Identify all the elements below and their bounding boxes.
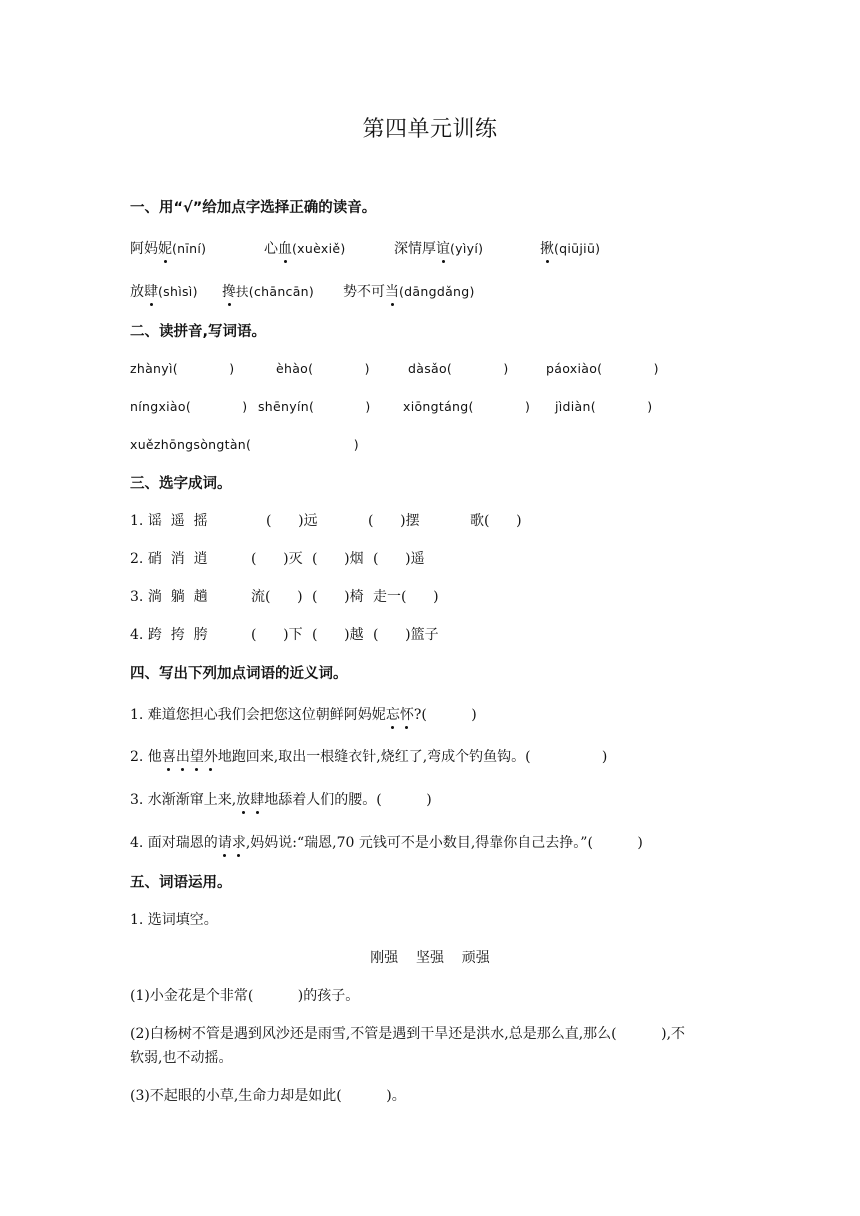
- s1-item-3: 深情厚谊(yìyí): [394, 241, 484, 257]
- s4-question-2: 2. 他喜出望外地跑回来,取出一根缝衣针,烧红了,弯成个钓鱼钩。( ): [130, 749, 608, 765]
- s2-blank-4: páoxiào( ): [546, 361, 659, 376]
- s2-blank-6: shēnyín( ): [258, 399, 371, 414]
- s3-row-4-a: ( )下: [251, 627, 303, 643]
- section-3-heading: 三、选字成词。: [130, 476, 232, 492]
- section-4-heading: 四、写出下列加点词语的近义词。: [130, 666, 348, 682]
- s3-row-2: 2. 硝 消 逍: [130, 551, 208, 567]
- s3-row-1-c: 歌( ): [470, 513, 522, 529]
- s2-blank-8: jìdiàn( ): [555, 399, 653, 414]
- s2-blank-1: zhànyì( ): [130, 361, 235, 376]
- s2-blank-5: níngxiào( ): [130, 399, 248, 414]
- s5-sub-heading: 1. 选词填空。: [130, 912, 218, 928]
- s1-item-7: 势不可当(dāngdǎng): [343, 284, 475, 300]
- s2-blank-7: xiōngtáng( ): [403, 399, 531, 414]
- s3-row-2-c: ( )遥: [373, 551, 425, 567]
- section-1-heading: 一、用“√”给加点字选择正确的读音。: [130, 200, 377, 216]
- s3-row-2-b: ( )烟: [312, 551, 364, 567]
- section-2-heading: 二、读拼音,写词语。: [130, 324, 267, 340]
- s5-question-2-line-2: 软弱,也不动摇。: [130, 1050, 233, 1066]
- s1-item-2: 心血(xuèxiě): [264, 241, 346, 257]
- s3-row-2-a: ( )灭: [251, 551, 303, 567]
- s2-blank-9: xuězhōngsòngtàn( ): [130, 437, 359, 452]
- s1-item-5: 放肆(shìsì): [130, 284, 198, 300]
- s5-question-1: (1)小金花是个非常( )的孩子。: [130, 988, 360, 1004]
- s2-blank-2: èhào( ): [276, 361, 370, 376]
- s4-question-4: 4. 面对瑞恩的请求,妈妈说:“瑞恩,70 元钱可不是小数目,得靠你自己去挣。”( ): [130, 835, 643, 851]
- s2-blank-3: dàsǎo( ): [408, 361, 509, 376]
- s5-question-2-line-1: (2)白杨树不管是遇到风沙还是雨雪,不管是遇到干旱还是洪水,总是那么直,那么( ),不: [130, 1026, 686, 1042]
- s3-row-1: 1. 谣 遥 摇: [130, 513, 208, 529]
- s3-row-4: 4. 跨 挎 胯: [130, 627, 208, 643]
- s4-question-1: 1. 难道您担心我们会把您这位朝鲜阿妈妮忘怀?( ): [130, 707, 477, 723]
- s5-question-3: (3)不起眼的小草,生命力却是如此( )。: [130, 1088, 406, 1104]
- s3-row-4-b: ( )越: [312, 627, 364, 643]
- page-title: 第四单元训练: [362, 117, 498, 142]
- s5-word-choices: 刚强 坚强 顽强: [370, 950, 490, 966]
- s3-row-3-a: 流( ): [251, 589, 303, 605]
- section-5-heading: 五、词语运用。: [130, 875, 232, 891]
- s3-row-3-b: ( )椅: [312, 589, 364, 605]
- s3-row-1-a: ( )远: [266, 513, 318, 529]
- s1-item-4: 揪(qiūjiū): [540, 241, 601, 257]
- s3-row-3: 3. 淌 躺 趟: [130, 589, 208, 605]
- s3-row-1-b: ( )摆: [368, 513, 420, 529]
- s3-row-4-c: ( )篮子: [373, 627, 439, 643]
- s3-row-3-c: 走一( ): [373, 589, 439, 605]
- s4-question-3: 3. 水渐渐窜上来,放肆地舔着人们的腰。( ): [130, 792, 432, 808]
- s1-item-1: 阿妈妮(nīní): [130, 241, 207, 257]
- s1-item-6: 搀扶(chāncān): [222, 284, 315, 300]
